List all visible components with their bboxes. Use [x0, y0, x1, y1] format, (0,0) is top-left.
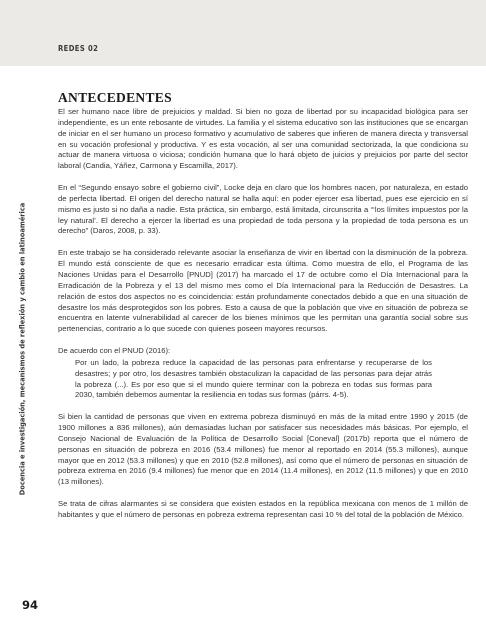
body-text — [58, 107, 468, 532]
paragraph: Si bien la cantidad de personas que viven en extrema pobreza disminuyó en más de la mitad entre 1990 y 2015 (de 1900 millones a 836 millones), aún demasiadas luchan por satisfacer sus necesidades más básicas. Por ejemplo, el Consejo Nacional de Evaluación de la Política de Desarrollo Social [Coneval] (2017b) reporta que el número de personas en situación de pobreza en 2016 (53.4 millones) fue menor al reportado en 2014 (55.3 millones), aunque mayor que en 2012 (53.3 millones) y que en 2010 (52.8 millones), así como que el número de personas en situación de pobreza extrema en 2016 (9.4 millones) fue menor que en 2014 (11.4 millones), en 2012 (11.5 millones) y que en 2010 (13 millones). — [58, 412, 468, 487]
block-quote: Por un lado, la pobreza reduce la capacidad de las personas para enfrentarse y recuperarse de los desastres; y por otro, los desastres también obstaculizan la capacidad de las personas para dejar atrás la pobreza (...). Es por eso que si el mundo quiere terminar con la pobreza en todas sus formas para 2030, también debemos aumentar la resiliencia en todas sus formas (párrs. 4-5). — [75, 357, 432, 400]
paragraph: En este trabajo se ha considerado relevante asociar la enseñanza de vivir en libertad con la disminución de la pobreza. El mundo está consciente de que es necesario erradicar esta última. Como muestra de ello, el Programa de las Naciones Unidas para el Desarrollo [PNUD] (2017) ha marcado el 17 de octubre como el Día Internacional para la Erradicación de la Pobreza y el 13 del mismo mes como el Día Internacional para la Reducción de Desastres. La relación de estos dos aspectos no es coincidencia: están profundamente conectados debido a que en una situación de desastre los más desprotegidos son los pobres. Esto a causa de que la población que vive en situación de pobreza se encuentra en latente vulnerabilidad al carecer de los bienes mínimos que les permitan una garantía social sobre sus pertenencias, contrario a lo que sucede con quienes poseen mayores recursos. — [58, 248, 468, 334]
paragraph: De acuerdo con el PNUD (2016): — [58, 346, 171, 356]
paragraph: Se trata de cifras alarmantes si se considera que existen estados en la república mexicana con menos de 1 millón de habitantes y que el número de personas en pobreza extrema representan casi 10 % del total de la población de México. — [58, 499, 468, 519]
paragraph: En el “Segundo ensayo sobre el gobierno civil”, Locke deja en claro que los hombres nacen, por naturaleza, en estado de perfecta libertad. El origen del derecho natural se halla aquí: en poder ejercer esa libertad, pues ese ejercicio en sí mismo es justo si no daña a nadie. Esta práctica, sin embargo, está limitada, circunscrita a “‘los límites impuestos por la ley natural’. El derecho a ejercer la libertad es una propiedad de toda persona y la propiedad de toda persona es un derecho” (Daros, 2008, p. 33). — [58, 183, 468, 236]
vertical-running-title — [16, 202, 28, 496]
paragraph: El ser humano nace libre de prejuicios y maldad. Si bien no goza de libertad por su incapacidad biológica para ser independiente, es un ente rebosante de virtudes. La familia y el sistema educativo son las instituciones que se encargan de iniciar en el ser humano un proceso formativo y acumulativo de saberes que infieren de manera directa y transversal en su vocación profesional y productiva. Y es esta vocación, al ser una comunidad sectorizada, la que condiciona su actuar de manera virtuosa o viciosa; condición humana que lo hará objeto de juicios y prejuicios por parte del sector laboral (Candia, Yáñez, Carmona y Escamilla, 2017). — [58, 107, 468, 171]
vertical-running-title-text: Docencia e investigación, mecanismos de reflexión y cambio en latinoamérica — [17, 202, 27, 496]
page-number: 94 — [22, 598, 39, 612]
running-header: REDES 02 — [58, 44, 99, 53]
header-band — [0, 0, 486, 66]
section-title: ANTECEDENTES — [58, 90, 172, 105]
